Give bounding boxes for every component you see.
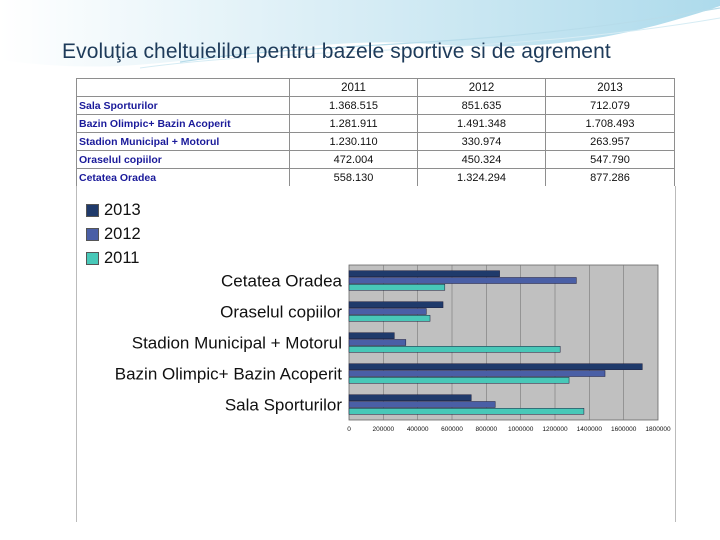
- x-tick-label: 600000: [441, 426, 463, 433]
- table-cell: 1.368.515: [290, 97, 418, 115]
- bar: [349, 309, 426, 315]
- bar: [349, 408, 584, 414]
- category-label: Cetatea Oradea: [221, 271, 342, 291]
- x-tick-label: 1800000: [645, 426, 671, 433]
- table-cell: 558.130: [290, 169, 418, 187]
- table-cell: 263.957: [546, 133, 675, 151]
- x-tick-label: 1400000: [576, 426, 602, 433]
- x-tick-label: 0: [347, 426, 351, 433]
- bar: [349, 340, 406, 346]
- table-cell: 1.281.911: [290, 115, 418, 133]
- bar: [349, 302, 443, 308]
- table-cell: 877.286: [546, 169, 675, 187]
- bar: [349, 395, 471, 401]
- category-label: Oraselul copiilor: [220, 302, 342, 322]
- bar: [349, 315, 430, 321]
- legend-label: 2013: [104, 200, 141, 219]
- table-cell: 1.324.294: [418, 169, 546, 187]
- row-label: Oraselul copiilor: [77, 151, 290, 169]
- bar: [349, 333, 394, 339]
- category-label: Stadion Municipal + Motorul: [131, 333, 342, 353]
- bar: [349, 371, 605, 377]
- table-cell: 472.004: [290, 151, 418, 169]
- slide-title: Evoluţia cheltuielilor pentru bazele sportive si de agrement: [62, 40, 611, 63]
- x-tick-label: 1600000: [611, 426, 637, 433]
- category-label: Bazin Olimpic+ Bazin Acoperit: [114, 364, 342, 384]
- bar: [349, 346, 560, 352]
- table-cell: 547.790: [546, 151, 675, 169]
- table-cell: 450.324: [418, 151, 546, 169]
- x-tick-label: 1200000: [542, 426, 568, 433]
- table-cell: 1.230.110: [290, 133, 418, 151]
- table-cell: 330.974: [418, 133, 546, 151]
- bar: [349, 377, 569, 383]
- table-cell: 1.708.493: [546, 115, 675, 133]
- table-header-cell: 2012: [418, 79, 546, 97]
- legend-label: 2011: [104, 248, 140, 267]
- table-cell: 1.491.348: [418, 115, 546, 133]
- legend-label: 2012: [104, 224, 141, 243]
- x-tick-label: 1000000: [508, 426, 534, 433]
- bar: [349, 271, 500, 277]
- x-tick-label: 200000: [372, 426, 395, 433]
- bar: [349, 402, 495, 408]
- row-label: Sala Sporturilor: [77, 97, 290, 115]
- row-label: Stadion Municipal + Motorul: [77, 133, 290, 151]
- table-cell: 712.079: [546, 97, 675, 115]
- x-tick-label: 800000: [475, 426, 498, 433]
- bar: [349, 364, 642, 370]
- row-label: Cetatea Oradea: [77, 169, 290, 187]
- table-header-cell: 2013: [546, 79, 675, 97]
- table-header-cell: 2011: [290, 79, 418, 97]
- category-label: Sala Sporturilor: [224, 395, 342, 415]
- row-label: Bazin Olimpic+ Bazin Acoperit: [77, 115, 290, 133]
- bar: [349, 284, 445, 290]
- bar: [349, 278, 576, 284]
- x-tick-label: 400000: [406, 426, 429, 433]
- table-cell: 851.635: [418, 97, 546, 115]
